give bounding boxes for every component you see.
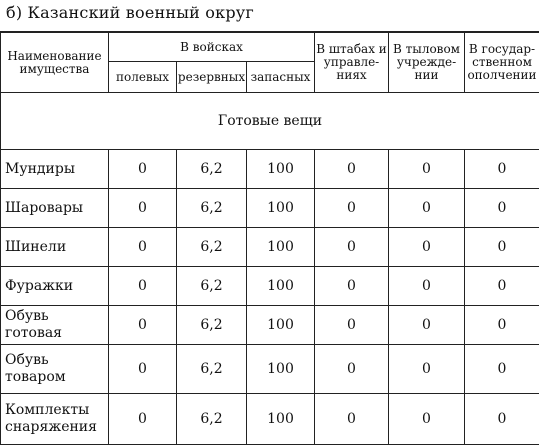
header-field: полевых	[109, 62, 177, 93]
cell-field: 0	[109, 189, 177, 228]
row-name: Фуражки	[1, 267, 109, 306]
row-name: Комплекты снаряжения	[1, 394, 109, 445]
cell-reserve: 6,2	[177, 306, 247, 345]
cell-rear: 0	[389, 189, 465, 228]
header-in-troops: В войсках	[109, 32, 315, 62]
table-row	[1, 306, 539, 345]
cell-rear: 0	[389, 267, 465, 306]
cell-spare: 100	[247, 150, 315, 189]
row-name: Шаровары	[1, 189, 109, 228]
cell-militia: 0	[465, 228, 539, 267]
cell-militia: 0	[465, 150, 539, 189]
cell-field: 0	[109, 228, 177, 267]
cell-spare: 100	[247, 189, 315, 228]
cell-hq: 0	[315, 267, 389, 306]
cell-militia: 0	[465, 345, 539, 394]
cell-reserve: 6,2	[177, 150, 247, 189]
cell-militia: 0	[465, 189, 539, 228]
cell-hq: 0	[315, 306, 389, 345]
cell-field: 0	[109, 267, 177, 306]
cell-militia: 0	[465, 394, 539, 445]
cell-hq: 0	[315, 394, 389, 445]
header-militia: В государ-ственном ополчении	[465, 32, 539, 93]
cell-militia: 0	[465, 306, 539, 345]
cell-rear: 0	[389, 306, 465, 345]
table-row	[1, 394, 539, 445]
page-title: б) Казанский военный округ	[6, 3, 254, 22]
table-row	[1, 267, 539, 306]
header-reserve: резервных	[177, 62, 247, 93]
cell-rear: 0	[389, 228, 465, 267]
cell-spare: 100	[247, 394, 315, 445]
table-row	[1, 345, 539, 394]
cell-spare: 100	[247, 267, 315, 306]
table-row	[1, 150, 539, 189]
property-table	[0, 31, 539, 445]
cell-hq: 0	[315, 228, 389, 267]
cell-spare: 100	[247, 228, 315, 267]
cell-field: 0	[109, 345, 177, 394]
cell-hq: 0	[315, 189, 389, 228]
header-spare: запасных	[247, 62, 315, 93]
header-rear: В тыловом учрежде-нии	[389, 32, 465, 93]
cell-field: 0	[109, 306, 177, 345]
cell-rear: 0	[389, 394, 465, 445]
table-row	[1, 228, 539, 267]
cell-reserve: 6,2	[177, 394, 247, 445]
row-name: Обувь товаром	[1, 345, 109, 394]
cell-hq: 0	[315, 150, 389, 189]
header-hq: В штабах и управле-ниях	[315, 32, 389, 93]
section-title: Готовые вещи	[1, 93, 539, 150]
cell-reserve: 6,2	[177, 228, 247, 267]
cell-rear: 0	[389, 345, 465, 394]
cell-field: 0	[109, 150, 177, 189]
row-name: Обувь готовая	[1, 306, 109, 345]
cell-reserve: 6,2	[177, 345, 247, 394]
cell-spare: 100	[247, 306, 315, 345]
cell-reserve: 6,2	[177, 267, 247, 306]
cell-hq: 0	[315, 345, 389, 394]
cell-spare: 100	[247, 345, 315, 394]
cell-field: 0	[109, 394, 177, 445]
row-name: Шинели	[1, 228, 109, 267]
cell-militia: 0	[465, 267, 539, 306]
cell-rear: 0	[389, 150, 465, 189]
row-name: Мундиры	[1, 150, 109, 189]
cell-reserve: 6,2	[177, 189, 247, 228]
table-row	[1, 189, 539, 228]
header-name: Наименование имущества	[1, 32, 109, 93]
